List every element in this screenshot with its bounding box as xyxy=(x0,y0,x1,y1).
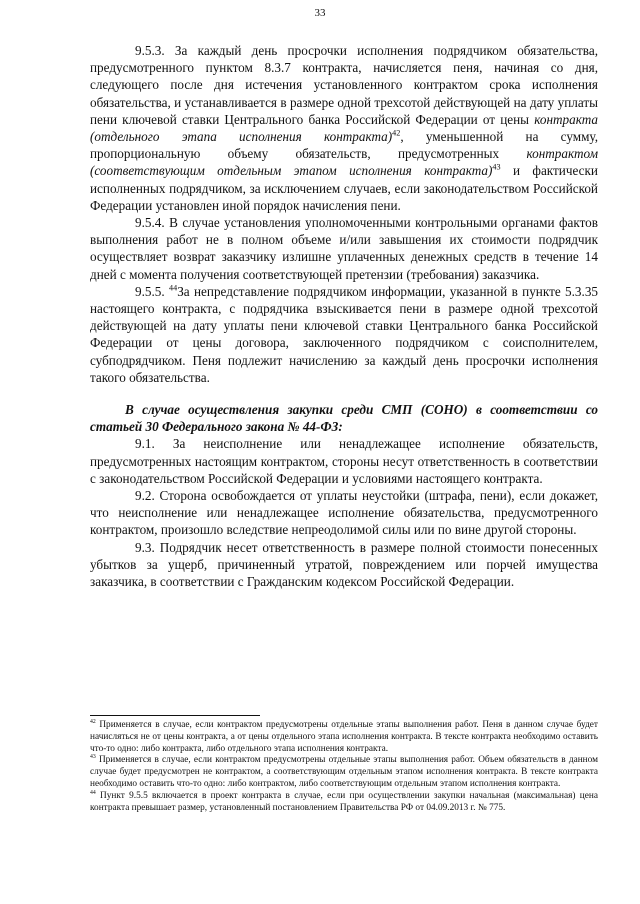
footnote-44 xyxy=(90,791,598,815)
footnote-44-number: 44 xyxy=(90,789,96,796)
clause-9-5-5-number: 9.5.5. xyxy=(135,283,170,299)
clause-9-5-5-text: За непредставление подрядчиком информации, указанной в пункте 5.3.35 настоящего контракта, с подрядчика взыскивается пени в размере одной трехсотой действующей на дату уплаты пени ключевой ставки Центрального банка Российской Федерации от цены договора, заключенного подрядчиком с соисполнителем, субподрядчиком. Пеня подлежит начислению за каждый день просрочки исполнения такого обязательства. xyxy=(90,283,599,385)
clause-9-5-5 xyxy=(90,283,598,386)
clause-9-5-3-italic-a: контракта (отдельного этапа исполнения контракта) xyxy=(90,111,598,145)
clause-9-2: 9.2. Сторона освобождается от уплаты неустойки (штрафа, пени), если докажет, что неисполнение или ненадлежащее исполнение обязательства, предусмотренного контрактом, произошло вследствие непреодолимой силы или по вине другой стороны. xyxy=(90,488,598,538)
footnote-43-text: Применяется в случае, если контрактом предусмотрены отдельные этапы выполнения работ. Объем обязательств в данном случае будет предусмотрен не контрактом, а соответствующим отдельным этапом исполнения контракта. В тексте контракта необходимо оставить что-то одно: либо контрактом, либо соответствующим отдельным этапом исполнения контракта. xyxy=(90,755,598,789)
clause-9-5-3-text-c: и фактически исполненных подрядчиком, за исключением случаев, если законодательством Российской Федерации установлен иной порядок начисления пени. xyxy=(90,163,598,213)
footnote-ref-42: 42 xyxy=(392,128,401,138)
footnote-42-text: Применяется в случае, если контрактом предусмотрены отдельные этапы выполнения работ. Пеня в данном случае будет начисляться не от цены контракта, а от цены отдельного этапа исполнения контракта. В тексте контракта необходимо оставить что-то одно: либо контракта, либо отдельного этапа исполнения контракта. xyxy=(90,720,598,754)
footnote-divider xyxy=(90,715,260,716)
footnote-44-text: Пункт 9.5.5 включается в проект контракта в случае, если при осуществлении закупки начальная (максимальная) цена контракта превышает размер, установленный постановлением Правительства РФ от 04.09.2013 г. № 775. xyxy=(90,790,598,813)
footnotes xyxy=(90,720,598,814)
section-heading-smp: В случае осуществления закупки среди СМП (СОНО) в соответствии со статьей 30 Федерального закона № 44-ФЗ: xyxy=(90,402,598,435)
clause-9-5-3-text-a: 9.5.3. За каждый день просрочки исполнения подрядчиком обязательства, предусмотренного пунктом 8.3.7 контракта, начисляется пеня, начиная со дня, следующего после дня истечения установленного контрактом срока исполнения обязательства, и устанавливается в размере одной трехсотой действующей на дату уплаты пени ключевой ставки Центрального банка Российской Федерации от цены xyxy=(90,43,598,127)
footnote-ref-44: 44 xyxy=(169,283,178,293)
contract-body xyxy=(90,42,598,590)
clause-9-5-3-italic-b: контрактом (соответствующим отдельным этапом исполнения контракта) xyxy=(90,146,598,179)
clause-9-3: 9.3. Подрядчик несет ответственность в размере полной стоимости понесенных убытков за ущерб, причиненный утратой, повреждением или порчей имущества заказчика, в соответствии с Гражданским кодексом Российской Федерации. xyxy=(90,539,598,590)
page-number: 33 xyxy=(314,7,326,19)
footnote-42-number: 42 xyxy=(90,718,96,725)
clause-9-5-3 xyxy=(90,42,598,214)
footnote-43 xyxy=(90,755,598,790)
clause-9-5-4: 9.5.4. В случае установления уполномоченными контрольными органами фактов выполнения работ не в полном объеме и/или завышения их стоимости подрядчик осуществляет возврат заказчику излишне уплаченных денежных средств в течение 14 дней с момента получения соответствующей претензии (требования) заказчика. xyxy=(90,215,598,282)
footnote-42 xyxy=(90,720,598,755)
clause-9-1: 9.1. За неисполнение или ненадлежащее исполнение обязательств, предусмотренных настоящим контрактом, стороны несут ответственность в соответствии с законодательством Российской Федерации и условиями настоящего контракта. xyxy=(90,436,598,486)
footnote-43-number: 43 xyxy=(90,754,96,761)
footnote-ref-43: 43 xyxy=(492,163,501,173)
clause-9-5-3-text-b: , уменьшенной на сумму, пропорциональную объему обязательств, предусмотренных xyxy=(90,129,599,162)
